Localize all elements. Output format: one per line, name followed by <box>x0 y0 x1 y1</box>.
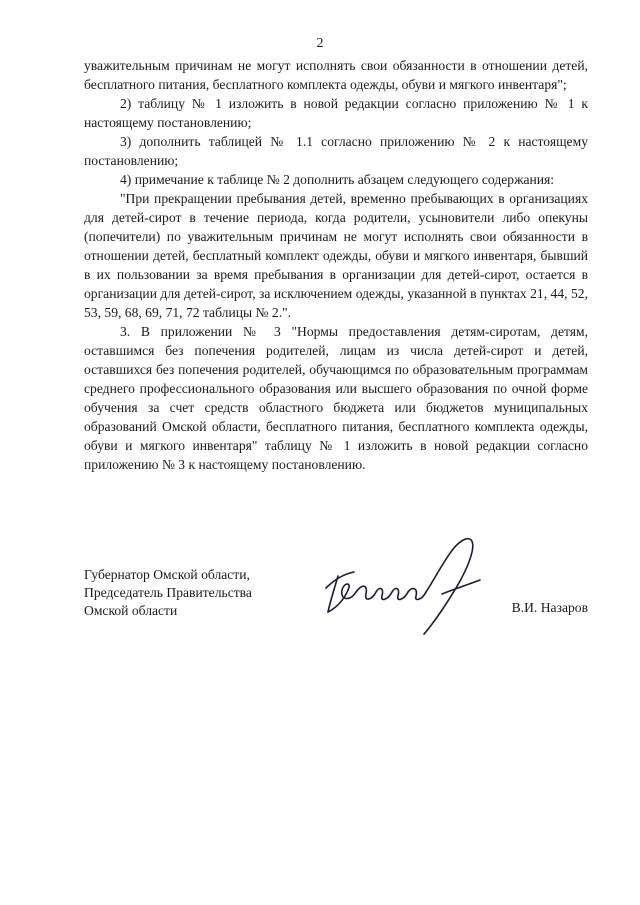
signatory-title-line: Председатель Правительства <box>84 585 252 600</box>
paragraph-item-3: 3) дополнить таблицей № 1.1 согласно приложению № 2 к настоящему постановлению; <box>84 134 588 168</box>
signature-block <box>84 560 588 640</box>
signatory-name: В.И. Назаров <box>511 600 588 615</box>
paragraph-quoted-note: "При прекращении пребывания детей, временно пребывающих в организациях для детей-сирот в течение периода, когда родители, усыновители либо опекуны (попечители) по уважительным причинам не могут исполнять свои обязанности в отношении детей, бесплатный комплект одежды, обуви и мягкого инвентаря, бывший в их пользовании за время пребывания в организации для детей-сирот, остается в организации для детей-сирот, за исключением одежды, указанной в пунктах 21, 44, 52, 53, 59, 68, 69, 71, 72 таблицы № 2.". <box>84 191 588 320</box>
paragraph-section-3: 3. В приложении № 3 "Нормы предоставления детям-сиротам, детям, оставшимся без попечения родителей, лицам из числа детей-сирот и детей, оставшихся без попечения родителей, обучающимся по образовательным программам среднего профессионального образования или высшего образования по очной форме обучения за счет средств областного бюджета или бюджетов муниципальных образований Омской области, бесплатного питания, бесплатного комплекта одежды, обуви и мягкого инвентаря" таблицу № 1 изложить в новой редакции согласно приложению № 3 к настоящему постановлению. <box>84 324 588 472</box>
paragraph-item-4: 4) примечание к таблице № 2 дополнить абзацем следующего содержания: <box>120 172 555 187</box>
handwritten-signature <box>314 530 504 640</box>
signatory-title-line: Омской области <box>84 603 178 618</box>
paragraph-item-2: 2) таблицу № 1 изложить в новой редакции согласно приложению № 1 к настоящему постановлению; <box>84 96 588 130</box>
document-body <box>84 56 588 474</box>
signatory-title-line: Губернатор Омской области, <box>84 567 250 582</box>
page-number: 2 <box>316 36 324 51</box>
paragraph-continuation: уважительным причинам не могут исполнять свои обязанности в отношении детей, бесплатного питания, бесплатного комплекта одежды, обуви и мягкого инвентаря"; <box>84 58 588 92</box>
signatory-title <box>84 566 252 620</box>
